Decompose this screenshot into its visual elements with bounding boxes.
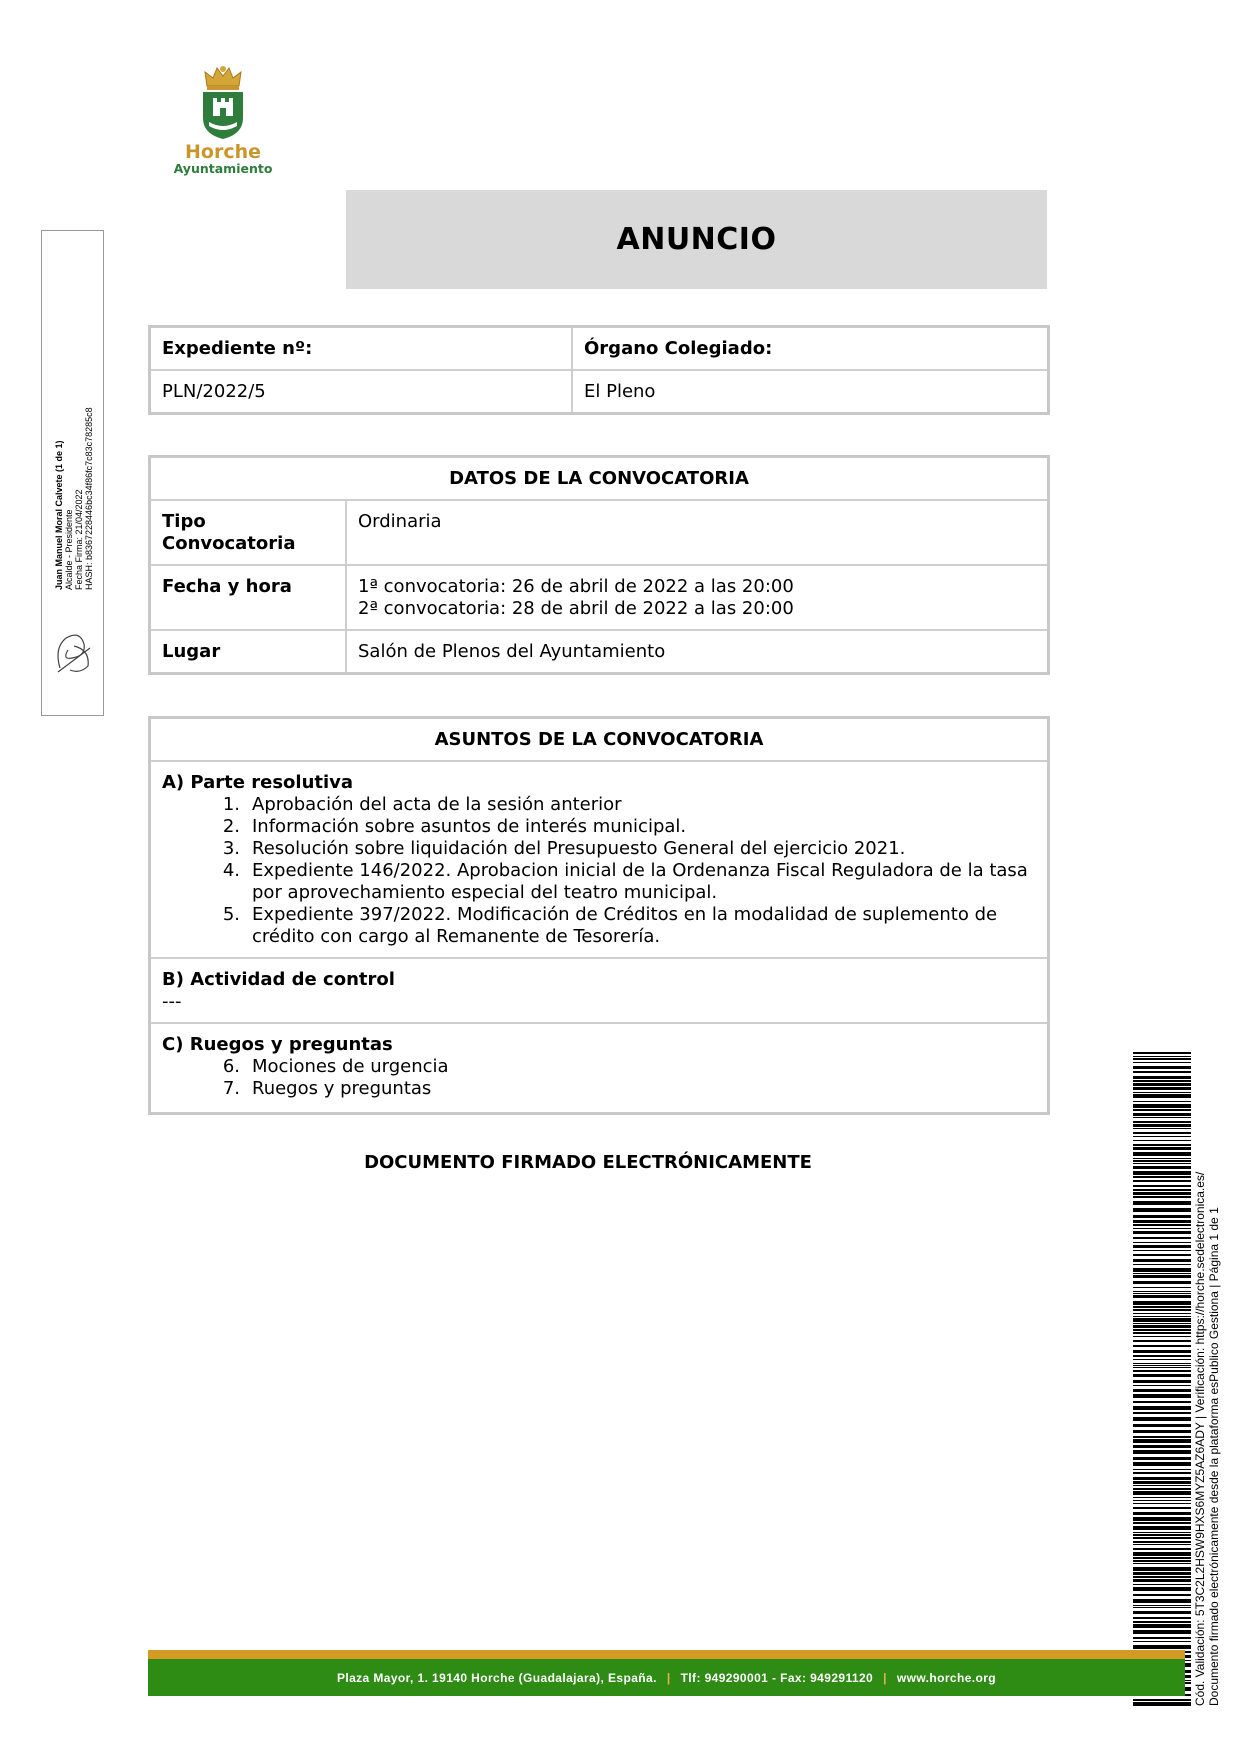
- section-b-title: B) Actividad de control: [162, 969, 395, 990]
- lugar-value: Salón de Plenos del Ayuntamiento: [346, 630, 1049, 674]
- list-item-text: Resolución sobre liquidación del Presupuesto General del ejercicio 2021.: [252, 838, 906, 859]
- list-item-text: Información sobre asuntos de interés municipal.: [252, 816, 687, 837]
- section-c-list: [162, 1056, 1036, 1100]
- barcode-icon: [1133, 1052, 1191, 1706]
- list-item-number: 5.: [222, 904, 240, 925]
- footer-address: Plaza Mayor, 1. 19140 Horche (Guadalajara), España.: [336, 1670, 657, 1685]
- list-item-number: 4.: [222, 860, 240, 881]
- footer-orange-strip: [148, 1650, 1185, 1659]
- list-item-text: Mociones de urgencia: [252, 1056, 449, 1077]
- list-item: [162, 1078, 1036, 1100]
- signer-name: Juan Manuel Moral Calvete (1 de 1): [54, 440, 64, 590]
- footer-web: www.horche.org: [896, 1670, 997, 1685]
- footer-green-strip: [148, 1659, 1185, 1696]
- horche-logo: [168, 64, 278, 174]
- fecha-value: [346, 565, 1049, 630]
- lugar-label: Lugar: [150, 630, 347, 674]
- footer-bar: [148, 1650, 1185, 1696]
- footer-phone: Tlf: 949290001 - Fax: 949291120: [680, 1670, 874, 1685]
- fecha-label: Fecha y hora: [150, 565, 347, 630]
- expediente-value: PLN/2022/5: [150, 370, 573, 414]
- validation-line-2: Documento firmado electrónicamente desde la plataforma esPublico Gestiona | Página 1 de 1: [1207, 1207, 1221, 1706]
- footer-separator: |: [883, 1670, 887, 1685]
- section-b: [150, 958, 1049, 1023]
- fecha-line-2: 2ª convocatoria: 28 de abril de 2022 a las 20:00: [358, 598, 794, 619]
- validation-line-1: Cód. Validación: 5T3C2L2HSW9HXS6MYZ5AZ6ADY | Verificación: https://horche.sedelectronica.es/: [1193, 1171, 1207, 1706]
- list-item-number: 6.: [222, 1056, 240, 1077]
- signed-note-text: DOCUMENTO FIRMADO ELECTRÓNICAMENTE: [364, 1152, 812, 1173]
- list-item-number: 3.: [222, 838, 240, 859]
- section-a-title: A) Parte resolutiva: [162, 772, 354, 793]
- list-item-number: 7.: [222, 1078, 240, 1099]
- signer-role: Alcalde - Presidente: [64, 509, 74, 590]
- page-title: ANUNCIO: [616, 222, 777, 257]
- organo-label: Órgano Colegiado:: [572, 327, 1049, 371]
- list-item: [162, 816, 1036, 838]
- datos-table: [148, 455, 1050, 675]
- list-item-number: 2.: [222, 816, 240, 837]
- handwritten-signature-icon: [50, 628, 96, 676]
- footer-separator: |: [666, 1670, 671, 1685]
- expediente-table: [148, 325, 1050, 415]
- sign-hash: HASH: b8367228446bc34f86fc7c83c78285c8: [84, 407, 94, 590]
- list-item-text: Ruegos y preguntas: [252, 1078, 432, 1099]
- list-item-number: 1.: [222, 794, 240, 815]
- asuntos-table: [148, 716, 1050, 1115]
- section-a: [150, 761, 1049, 958]
- section-c-title: C) Ruegos y preguntas: [162, 1034, 393, 1055]
- section-c: [150, 1023, 1049, 1114]
- list-item-text: Aprobación del acta de la sesión anterior: [252, 794, 622, 815]
- expediente-label: Expediente nº:: [150, 327, 573, 371]
- signature-text: [54, 340, 94, 590]
- datos-header: DATOS DE LA CONVOCATORIA: [150, 457, 1049, 501]
- logo-subtitle: Ayuntamiento: [173, 161, 273, 176]
- list-item: [162, 904, 1036, 948]
- list-item: [162, 860, 1036, 904]
- list-item-text: Expediente 397/2022. Modificación de Créditos en la modalidad de suplemento de crédito con cargo al Remanente de Tesorería.: [252, 904, 998, 947]
- list-item: [162, 1056, 1036, 1078]
- fecha-line-1: 1ª convocatoria: 26 de abril de 2022 a las 20:00: [358, 576, 794, 597]
- sign-date: Fecha Firma: 21/04/2022: [74, 489, 84, 590]
- validation-text: [1193, 1006, 1221, 1706]
- signed-note: [148, 1152, 1098, 1173]
- title-banner: [346, 190, 1047, 289]
- tipo-value: Ordinaria: [346, 500, 1049, 565]
- logo-name: Horche: [185, 141, 261, 163]
- section-b-value: ---: [162, 991, 182, 1012]
- asuntos-header: ASUNTOS DE LA CONVOCATORIA: [150, 718, 1049, 762]
- tipo-label-text: Tipo Convocatoria: [162, 511, 296, 554]
- list-item-text: Expediente 146/2022. Aprobacion inicial de la Ordenanza Fiscal Reguladora de la tasa por aprovechamiento especial del teatro municipal.: [252, 860, 1028, 903]
- organo-value: El Pleno: [572, 370, 1049, 414]
- list-item: [162, 838, 1036, 860]
- list-item: [162, 794, 1036, 816]
- tipo-label: [150, 500, 347, 565]
- section-a-list: [162, 794, 1036, 948]
- coat-of-arms-icon: [199, 64, 247, 140]
